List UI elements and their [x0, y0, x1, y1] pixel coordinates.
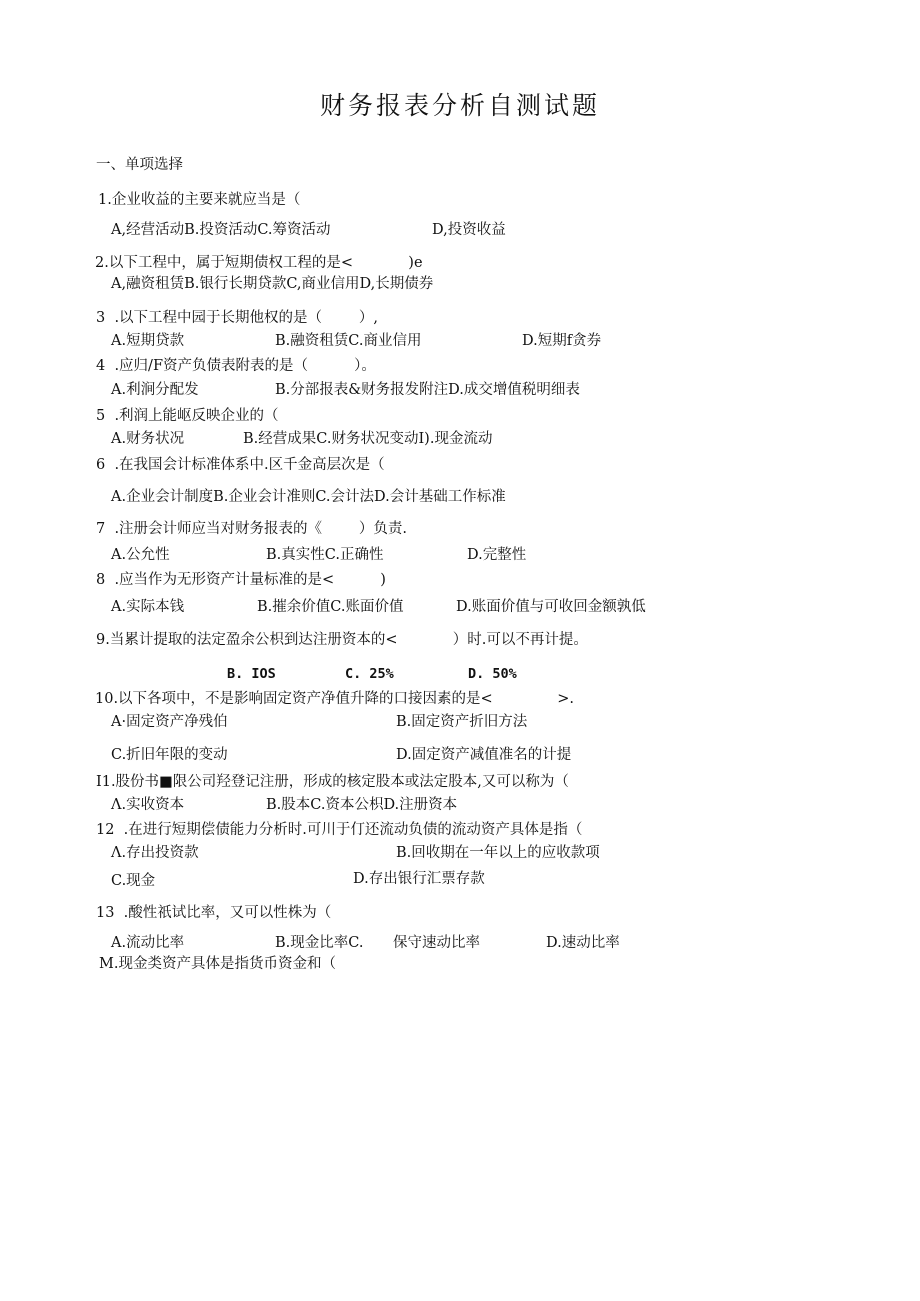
- question-10-option: A·固定资产净残伯: [111, 714, 228, 730]
- question-12-stem: 12 .在进行短期偿债能力分析时.可川于仃还流动负债的流动资产具体是指（: [96, 822, 583, 838]
- question-10-option: C.折旧年限的变动: [111, 747, 228, 763]
- question-2-stem: 2.以下工程中，属于短期债权工程的是< )e: [95, 255, 423, 271]
- question-5-option: B.经营成果C.财务状况变动I).现金流动: [243, 431, 493, 447]
- question-9-option: B. IOS: [227, 666, 276, 682]
- question-3-stem: 3 .以下工程中园于长期他权的是（ ）,: [96, 310, 379, 326]
- question-4-stem: 4 .应归/F资产负债表附表的是（ ）。: [96, 358, 376, 374]
- question-5-option: A.财务状况: [111, 431, 185, 447]
- question-13-option: D.速动比率: [546, 935, 620, 951]
- question-10-option: B.固定资产折旧方法: [396, 714, 528, 730]
- question-1-stem: 1.企业收益的主要来就应当是（: [98, 192, 301, 208]
- question-3-option: B.融资租赁C.商业信用: [275, 333, 422, 349]
- question-10-stem: 10.以下各项中，不是影响固定资产净值升降的口接因素的是< >.: [95, 691, 574, 707]
- question-13-option: B.现金比率C.: [275, 935, 364, 951]
- question-13-option: 保守速动比率: [393, 935, 480, 951]
- question-7-stem: 7 .注册会计师应当对财务报表的《 ）负责.: [96, 521, 408, 537]
- question-12-option: D.存出银行汇票存款: [353, 871, 485, 887]
- question-8-option: D.账面价值与可收回金额孰低: [456, 599, 646, 615]
- question-14-stem: M.现金类资产具体是指货币资金和（: [99, 956, 336, 972]
- page-title: 财务报表分析自测试题: [319, 91, 600, 120]
- question-3-option: A.短期贷款: [111, 333, 185, 349]
- question-9-option: C. 25%: [345, 666, 394, 682]
- question-9-stem: 9.当累计提取的法定盈余公枳到达注册资本的< ）时.可以不再计提。: [96, 632, 588, 648]
- question-11-option: B.股本C.资本公枳D.注册资本: [266, 797, 458, 813]
- question-6-stem: 6 .在我国会计标准体系中.区千金高层次是（: [96, 457, 385, 473]
- question-12-option: C.现金: [111, 873, 156, 889]
- question-4-option: B.分部报表&财务报发附注D.成交增值税明细表: [275, 382, 580, 398]
- question-12-option: B.回收期在一年以上的应收款项: [396, 845, 600, 861]
- question-4-option: A.利涧分配发: [111, 382, 199, 398]
- question-7-option: A.公允性: [111, 547, 170, 563]
- question-6-option: A.企业会计制度B.企业会计准则C.会计法D.会计基础工作标准: [111, 489, 506, 505]
- question-11-option: Λ.实收资本: [111, 797, 185, 813]
- question-8-option: A.实际本钱: [111, 599, 185, 615]
- question-13-option: A.流动比率: [111, 935, 185, 951]
- question-13-stem: 13 .酸性祇试比率，又可以性株为（: [96, 905, 332, 921]
- question-12-option: Λ.存出投资款: [111, 845, 199, 861]
- question-5-stem: 5 .利润上能岖反映企业的（: [96, 408, 279, 424]
- question-8-stem: 8 .应当作为无形资产计量标准的是< ): [96, 572, 386, 588]
- question-9-option: D. 50%: [468, 666, 517, 682]
- question-2-option: A,融资租赁B.银行长期贷款C,商业信用D,长期债券: [111, 276, 434, 292]
- question-10-option: D.固定资产减值准名的计提: [396, 747, 572, 763]
- section-heading: 一、单项选择: [96, 157, 183, 173]
- question-11-stem: I1.股份书■限公司羟登记注册，形成的核定股本或法定股本,又可以称为（: [96, 774, 569, 790]
- question-8-option: B.摧余价值C.账面价值: [257, 599, 404, 615]
- question-1-option: A,经营活动B.投资活动C.筹资活动: [111, 222, 331, 238]
- question-7-option: B.真实性C.正确性: [266, 547, 384, 563]
- question-7-option: D.完整性: [467, 547, 527, 563]
- question-3-option: D.短期f贪券: [522, 333, 602, 349]
- question-1-option: D,投资收益: [432, 222, 506, 238]
